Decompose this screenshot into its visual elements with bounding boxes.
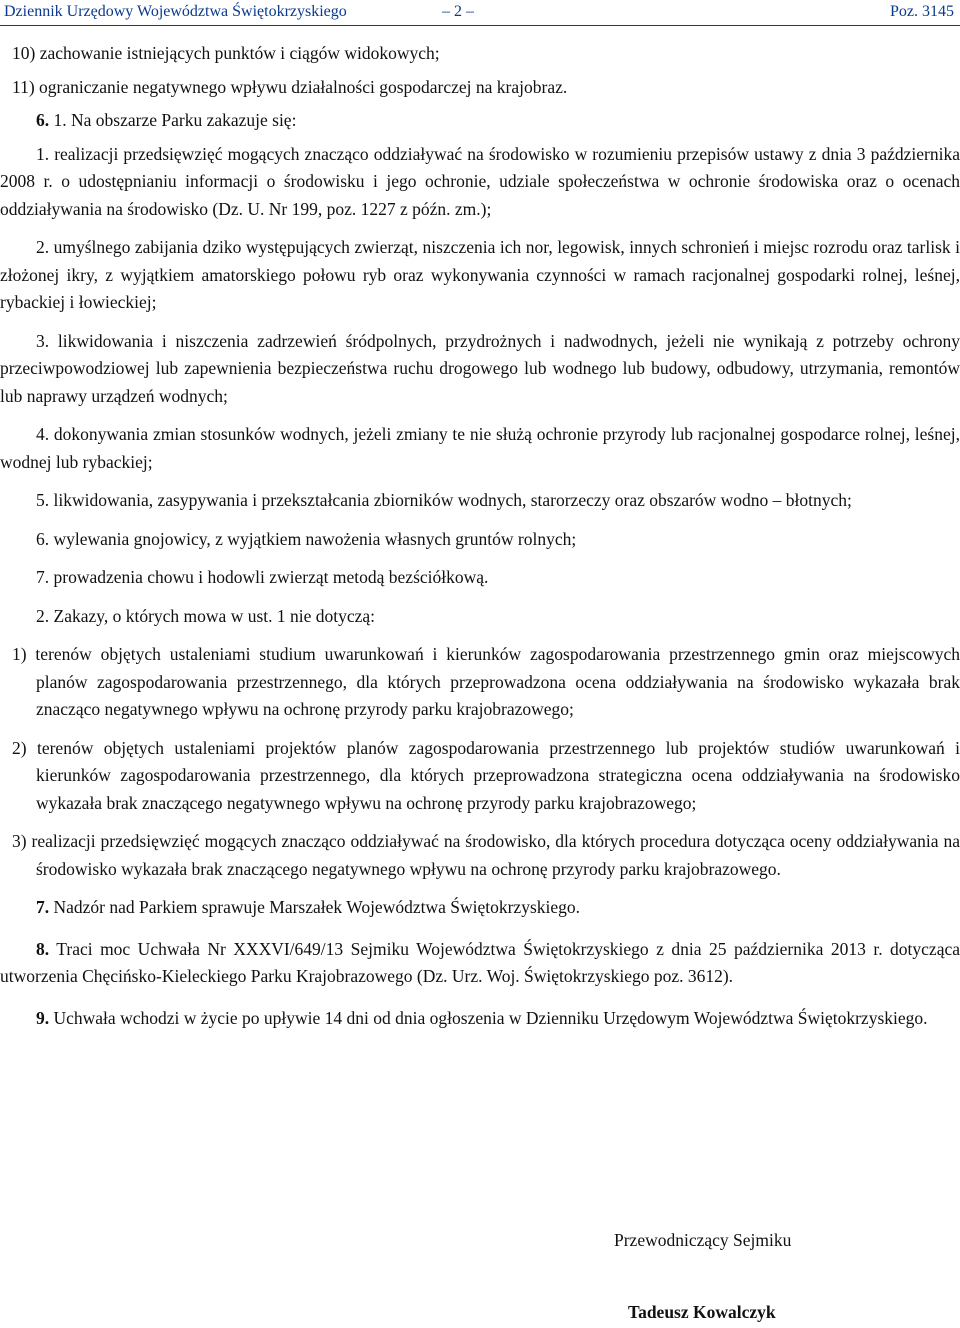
prohibition-5: 5. likwidowania, zasypywania i przekształcania zbiorników wodnych, starorzeczy oraz obszarów wodno – błotnych; [36,490,852,510]
exception-1: 1) terenów objętych ustaleniami studium uwarunkowań i kierunków zagospodarowania przestrzennego gmin oraz miejscowych planów zagospodarowania przestrzennego, dla których przeprowadzona ocena oddziaływania na środowisko wykazała brak znacząco negatywnego wpływu na ochronę przyrody parku krajobrazowego; [12,644,960,719]
section-6-number: 6. [36,110,50,130]
document-body [0,40,960,1032]
prohibition-4: 4. dokonywania zmian stosunków wodnych, jeżeli zmiany te nie służą ochronie przyrody lub racjonalnej gospodarce rolnej, leśnej, wodnej lub rybackiej; [0,424,960,472]
header-rule [0,25,960,26]
section-8-text: Traci moc Uchwała Nr XXXVI/649/13 Sejmiku Województwa Świętokrzyskiego z dnia 25 października 2013 r. dotycząca utworzenia Chęcińsko-Kieleckiego Parku Krajobrazowego (Dz. Urz. Woj. Świętokrzyskiego poz. 3612). [0,938,960,986]
prohibition-7: 7. prowadzenia chowu i hodowli zwierząt metodą bezściółkową. [36,567,489,587]
section-9 [0,1005,960,1033]
page-header [0,0,960,26]
section-6-heading-text: 1. Na obszarze Parku zakazuje się: [53,110,297,130]
prohibition-2: 2. umyślnego zabijania dziko występujących zwierząt, niszczenia ich nor, legowisk, innych schronień i miejsc rozrodu oraz tarlisk i złożonej ikry, z wyjątkiem amatorskiego połowu ryb oraz wykonywania czynności w ramach racjonalnej gospodarki rolnej, leśnej, rybackiej i łowieckiej; [0,237,960,312]
section-8-number: 8. [36,938,50,959]
item-10: 10) zachowanie istniejących punktów i ciągów widokowych; [12,43,440,63]
signature-name: Tadeusz Kowalczyk [628,1302,776,1322]
section-7-number: 7. [36,897,50,917]
section-6-heading [0,107,960,135]
exception-3: 3) realizacji przedsięwzięć mogących znacząco oddziaływać na środowisko, dla których procedura dotycząca oceny oddziaływania na środowisko wykazała brak znaczącego negatywnego wpływu na ochronę przyrody parku krajobrazowego. [12,831,960,879]
section-7-text: Nadzór nad Parkiem sprawuje Marszałek Województwa Świętokrzyskiego. [53,897,581,917]
position-number: Poz. 3145 [890,3,954,20]
prohibition-6: 6. wylewania gnojowicy, z wyjątkiem nawożenia własnych gruntów rolnych; [36,528,577,549]
prohibition-1: 1. realizacji przedsięwzięć mogących znacząco oddziaływać na środowisko w rozumieniu przepisów ustawy z dnia 3 października 2008 r. o udostępnianiu informacji o środowisku i jego ochronie, udziale społeczeństwa w ochronie środowiska oraz o ocenach oddziaływania na środowisko (Dz. U. Nr 199, poz. 1227 z późn. zm.); [0,143,960,219]
section-7 [0,894,960,922]
subsection-2-heading: 2. Zakazy, o których mowa w ust. 1 nie dotyczą: [36,605,376,626]
section-9-text: Uchwała wchodzi w życie po upływie 14 dni od dnia ogłoszenia w Dzienniku Urzędowym Województwa Świętokrzyskiego. [53,1007,928,1028]
section-9-number: 9. [36,1007,50,1028]
journal-title: Dziennik Urzędowy Województwa Świętokrzyskiego [4,3,347,20]
page-number: – 2 – [442,3,474,20]
prohibition-3: 3. likwidowania i niszczenia zadrzewień śródpolnych, przydrożnych i nadwodnych, jeżeli nie wynikają z potrzeby ochrony przeciwpowodziowej lub zapewnienia bezpieczeństwa ruchu drogowego lub wodnego lub budowy, odbudowy, utrzymania, remontów lub naprawy urządzeń wodnych; [0,330,960,406]
item-11: 11) ograniczanie negatywnego wpływu działalności gospodarczej na krajobraz. [12,76,568,97]
section-8 [0,936,960,991]
signature-title: Przewodniczący Sejmiku [614,1230,792,1250]
exception-2: 2) terenów objętych ustaleniami projektów planów zagospodarowania przestrzennego lub projektów studiów uwarunkowań i kierunków zagospodarowania przestrzennego, dla których przeprowadzona strategiczna ocena oddziaływania na środowisko wykazała brak znaczącego negatywnego wpływu na ochronę przyrody parku krajobrazowego; [12,737,960,813]
